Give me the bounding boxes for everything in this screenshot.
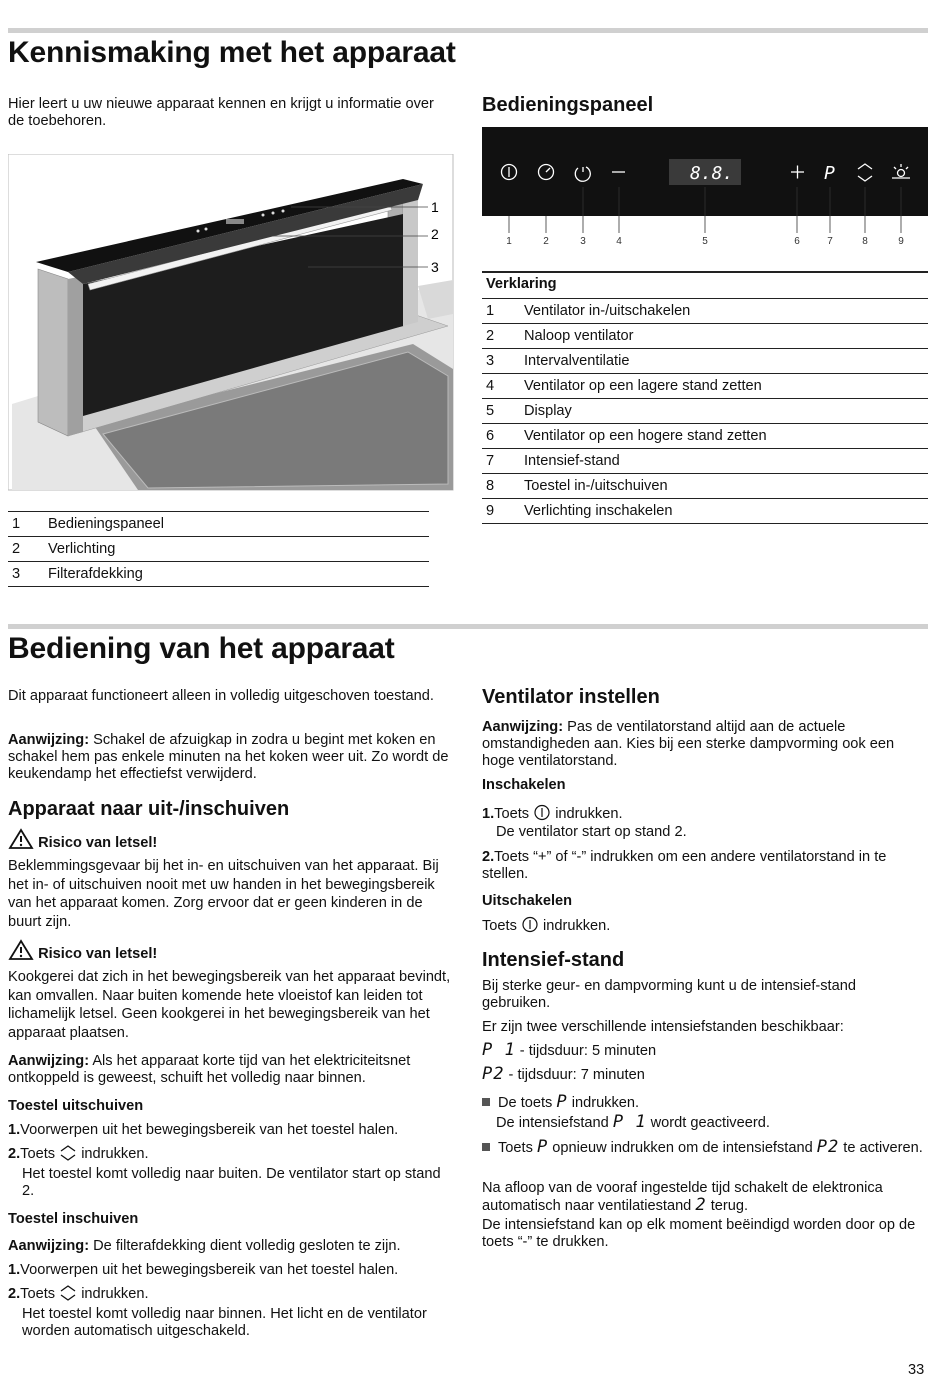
button-number: 8	[862, 236, 868, 247]
p2-code: P2	[816, 1137, 840, 1157]
step-text: Toets “+” of “-” indrukken om een andere ventilatorstand in te stellen.	[482, 849, 887, 882]
step-number: 1.	[8, 1262, 21, 1278]
row-num: 4	[482, 374, 520, 399]
para-text: Na afloop van de vooraf ingestelde tijd schakelt de elektronica automatisch naar ventilatiestand	[482, 1180, 883, 1214]
intensive-p3	[482, 1180, 928, 1215]
bullet-text: opnieuw indrukken om de intensiefstand	[552, 1140, 813, 1156]
step-text: indrukken.	[555, 806, 623, 822]
note-text: De filterafdekking dient volledig gesloten te zijn.	[89, 1238, 401, 1254]
note-label: Aanwijzing:	[482, 719, 564, 735]
intensive-p2: Er zijn twee verschillende intensiefstanden beschikbaar:	[482, 1019, 844, 1035]
table-row	[8, 562, 429, 587]
row-label: Ventilator op een lagere stand zetten	[520, 374, 928, 399]
button-number: 9	[898, 236, 904, 247]
callout-3: 3	[431, 259, 439, 275]
row-label: Ventilator in-/uitschakelen	[520, 299, 928, 324]
step-text: Voorwerpen uit het bewegingsbereik van het toestel halen.	[20, 1262, 399, 1278]
table-row	[482, 424, 928, 449]
switch-on-result: De ventilator start op stand 2.	[496, 824, 687, 840]
slide-in-step-1	[8, 1262, 453, 1279]
row-num: 9	[482, 499, 520, 524]
row-label: Display	[520, 399, 928, 424]
button-number: 5	[702, 236, 708, 247]
table-row	[482, 349, 928, 374]
intensive-bullet-1-result	[496, 1114, 926, 1132]
p-code: P	[536, 1137, 549, 1157]
legend-label: Verlichting	[44, 537, 429, 562]
step-number: 2.	[8, 1146, 21, 1162]
note-2	[8, 1053, 453, 1087]
intensive-level-2	[482, 1066, 928, 1084]
subsection-title-intensive: Intensief-stand	[482, 949, 625, 971]
intensive-p4: De intensiefstand kan op elk moment beëindigd worden door op de toets “-” te drukken.	[482, 1217, 916, 1250]
row-num: 5	[482, 399, 520, 424]
switch-on-step-1	[482, 804, 928, 823]
table-row	[482, 324, 928, 349]
warning-title: Risico van letsel!	[38, 946, 158, 962]
row-num: 2	[482, 324, 520, 349]
chevron-updown-icon	[59, 1285, 77, 1301]
step-text: Voorwerpen uit het bewegingsbereik van het toestel halen.	[20, 1122, 399, 1138]
subsection-title-fan: Ventilator instellen	[482, 686, 660, 708]
table-row	[482, 399, 928, 424]
level-text: - tijdsduur: 7 minuten	[508, 1067, 645, 1083]
row-num: 7	[482, 449, 520, 474]
button-number: 7	[827, 236, 833, 247]
warning-title: Risico van letsel!	[38, 835, 158, 851]
p-code: P	[556, 1092, 568, 1112]
table-row	[482, 474, 928, 499]
slide-out-result: Het toestel komt volledig naar buiten. De ventilator start op stand 2.	[22, 1166, 441, 1199]
table-row	[482, 499, 928, 524]
table-row	[8, 537, 429, 562]
warning-heading-1	[8, 828, 157, 851]
heading-switch-off: Uitschakelen	[482, 893, 573, 909]
callout-2: 2	[431, 226, 439, 242]
section-title-intro: Kennismaking met het apparaat	[8, 36, 456, 69]
intensive-bullet-1	[482, 1094, 928, 1112]
warning-text-2: Kookgerei dat zich in het bewegingsbereik van het apparaat bevindt, kan omvallen. Naar buiten komende hete vloeistof kan leiden tot lichamelijk letsel. Geen kookgerei in het bewegingsbereik van het apparaat plaatsen.	[8, 969, 451, 1041]
table-row	[482, 449, 928, 474]
legend-num: 1	[8, 512, 44, 537]
switch-off-text	[482, 916, 928, 935]
button-number: 3	[580, 236, 586, 247]
button-number: 1	[506, 236, 512, 247]
power-icon	[533, 804, 551, 821]
power-icon	[521, 916, 539, 933]
step-number: 1.	[482, 806, 495, 822]
row-label: Toestel in-/uitschuiven	[520, 474, 928, 499]
note-3	[8, 1238, 453, 1255]
page-number: 33	[908, 1362, 925, 1378]
row-num: 8	[482, 474, 520, 499]
intensive-p1: Bij sterke geur- en dampvorming kunt u de intensief-stand gebruiken.	[482, 978, 856, 1011]
bullet-text: De intensiefstand	[496, 1115, 609, 1131]
row-num: 1	[482, 299, 520, 324]
intensive-p-icon: P	[824, 163, 835, 184]
row-label: Naloop ventilator	[520, 324, 928, 349]
section-rule-operation	[8, 624, 928, 629]
step-text: Toets	[482, 918, 517, 934]
level-text: - tijdsduur: 5 minuten	[519, 1043, 657, 1059]
heading-switch-on: Inschakelen	[482, 777, 566, 793]
bullet-text: De toets	[498, 1095, 553, 1111]
explanation-table	[482, 298, 928, 524]
warning-triangle-icon	[8, 828, 34, 850]
table-row	[482, 374, 928, 399]
table-row	[482, 299, 928, 324]
legend-label: Bedieningspaneel	[44, 512, 429, 537]
heading-slide-in: Toestel inschuiven	[8, 1211, 139, 1227]
table-row	[8, 512, 429, 537]
row-label: Intervalventilatie	[520, 349, 928, 374]
slide-out-step-2	[8, 1145, 453, 1163]
legend-num: 2	[8, 537, 44, 562]
display-value: 8.8.	[690, 163, 734, 184]
note-text: Als het apparaat korte tijd van het elektriciteitsnet ontkoppeld is geweest, schuift het volledig naar binnen.	[8, 1053, 411, 1086]
p1-code: P 1	[482, 1040, 516, 1060]
row-label: Verlichting inschakelen	[520, 499, 928, 524]
step-number: 2.	[482, 849, 495, 865]
note-1	[8, 732, 453, 783]
note-text: Schakel de afzuigkap in zodra u begint met koken en schakel hem pas enkele minuten na het koken weer uit. Zo wordt de keukendamp het effectiefst verwijderd.	[8, 732, 449, 782]
slide-in-step-2	[8, 1285, 453, 1303]
row-label: Ventilator op een hogere stand zetten	[520, 424, 928, 449]
chevron-updown-icon	[59, 1145, 77, 1161]
bullet-text: Toets	[498, 1140, 533, 1156]
step-text: Toets	[494, 806, 530, 822]
appliance-illustration	[8, 154, 454, 494]
p2-code: P2	[482, 1064, 505, 1084]
section-title-operation: Bediening van het apparaat	[8, 632, 395, 665]
para-text: terug.	[710, 1198, 749, 1214]
warning-text-1: Beklemmingsgevaar bij het in- en uitschuiven van het apparaat. Bij het in- of uitschuiven nooit met uw handen in het bewegingsbereik van het apparaat komen. Zorg ervoor dat er geen kinderen in de buurt zijn.	[8, 858, 439, 930]
intensive-level-1	[482, 1042, 928, 1060]
figure-legend-table	[8, 511, 429, 587]
warning-triangle-icon	[8, 939, 34, 961]
row-num: 6	[482, 424, 520, 449]
note-text: Pas de ventilatorstand altijd aan de actuele omstandigheden aan. Kies bij een sterke dampvorming ook een hoge ventilatorstand.	[482, 719, 895, 769]
note-label: Aanwijzing:	[8, 1053, 90, 1069]
warning-heading-2	[8, 939, 157, 962]
fan-note	[482, 719, 928, 770]
explanation-top-rule	[482, 271, 928, 273]
bullet-square	[482, 1098, 490, 1106]
operation-intro: Dit apparaat functioneert alleen in volledig uitgeschoven toestand.	[8, 688, 434, 704]
slide-in-result: Het toestel komt volledig naar binnen. Het licht en de ventilator worden automatisch uitgeschakeld.	[22, 1306, 427, 1339]
step-text: indrukken.	[543, 918, 611, 934]
step-text: Toets	[20, 1286, 56, 1302]
step-text: Toets	[20, 1146, 56, 1162]
note-label: Aanwijzing:	[8, 1238, 90, 1254]
intro-text: Hier leert u uw nieuwe apparaat kennen en krijgt u informatie over de toebehoren.	[8, 96, 434, 129]
step-number: 1.	[8, 1122, 21, 1138]
slide-out-step-1	[8, 1122, 453, 1139]
bullet-text: wordt geactiveerd.	[650, 1115, 770, 1131]
bullet-square	[482, 1143, 490, 1151]
button-number: 2	[543, 236, 549, 247]
level-2-code: 2	[695, 1195, 707, 1215]
row-label: Intensief-stand	[520, 449, 928, 474]
control-panel-diagram	[482, 127, 928, 249]
button-number: 4	[616, 236, 622, 247]
callout-1: 1	[431, 199, 439, 215]
step-text: indrukken.	[81, 1286, 149, 1302]
switch-on-step-2	[482, 849, 928, 883]
note-label: Aanwijzing:	[8, 732, 90, 748]
button-number: 6	[794, 236, 800, 247]
row-num: 3	[482, 349, 520, 374]
bullet-text: te activeren.	[843, 1140, 923, 1156]
bullet-text: indrukken.	[571, 1095, 640, 1111]
section-rule-top	[8, 28, 928, 33]
step-text: indrukken.	[81, 1146, 149, 1162]
subsection-title-slide: Apparaat naar uit-/inschuiven	[8, 798, 290, 820]
heading-slide-out: Toestel uitschuiven	[8, 1098, 144, 1114]
explanation-header: Verklaring	[486, 276, 557, 292]
legend-label: Filterafdekking	[44, 562, 429, 587]
p1-code: P 1	[612, 1112, 647, 1132]
legend-num: 3	[8, 562, 44, 587]
step-number: 2.	[8, 1286, 21, 1302]
intensive-bullet-2	[482, 1138, 928, 1157]
panel-title: Bedieningspaneel	[482, 94, 654, 116]
